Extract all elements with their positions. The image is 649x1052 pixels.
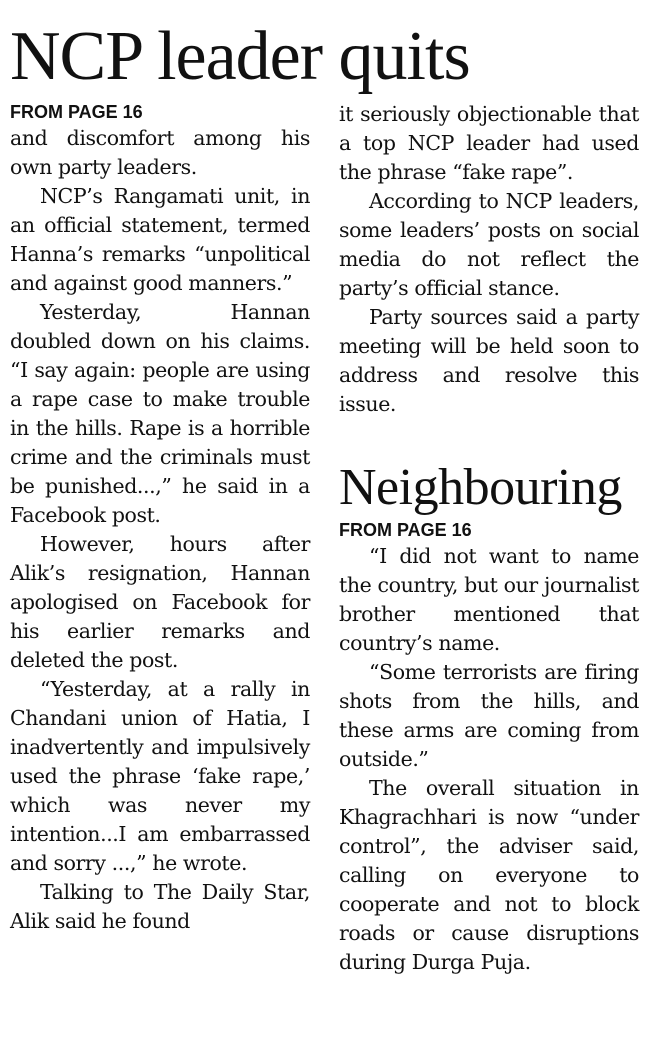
article1-paragraph-3: Yesterday, Hannan doubled down on his claims. “I say again: people are using a rape case to make trouble in the hills. Rape is a horrible crime and the criminals must be punished...,” he said in a Facebook post.: [10, 300, 310, 527]
article1-paragraph-2: NCP’s Rangamati unit, in an official statement, termed Hanna’s remarks “unpolitical and against good manners.”: [10, 184, 310, 295]
right-column: [339, 100, 639, 977]
article2-paragraph-3: The overall situation in Khagrachhari is now “under control”, the adviser said, calling on everyone to cooperate and not to block roads or cause disruptions during Durga Puja.: [339, 776, 639, 974]
headline-ncp-leader-quits: NCP leader quits: [10, 18, 470, 95]
article2-paragraph-1: “I did not want to name the country, but our journalist brother mentioned that country’s name.: [339, 544, 639, 655]
article1-continued-paragraph-3: Party sources said a party meeting will be held soon to address and resolve this issue.: [339, 305, 639, 416]
headline-neighbouring: Neighbouring: [339, 459, 622, 516]
article1-paragraph-1: and discomfort among his own party leaders.: [10, 126, 310, 179]
article1-paragraph-6: Talking to The Daily Star, Alik said he found: [10, 880, 310, 933]
article1-paragraph-5: “Yesterday, at a rally in Chandani union of Hatia, I inadvertently and impulsively used the phrase ‘fake rape,’ which was never my intention...I am embarrassed and sorry ...,” he wrote.: [10, 677, 310, 875]
article1-kicker: FROM PAGE 16: [10, 102, 143, 122]
article1-continued-paragraph-1: it seriously objectionable that a top NCP leader had used the phrase “fake rape”.: [339, 102, 639, 184]
article1-continued-paragraph-2: According to NCP leaders, some leaders’ posts on social media do not reflect the party’s official stance.: [339, 189, 639, 300]
article1-left-column: [10, 100, 310, 936]
article1-paragraph-4: However, hours after Alik’s resignation, Hannan apologised on Facebook for his earlier remarks and deleted the post.: [10, 532, 310, 672]
article2-paragraph-2: “Some terrorists are firing shots from the hills, and these arms are coming from outside.”: [339, 660, 639, 771]
article2-kicker: FROM PAGE 16: [339, 520, 472, 540]
